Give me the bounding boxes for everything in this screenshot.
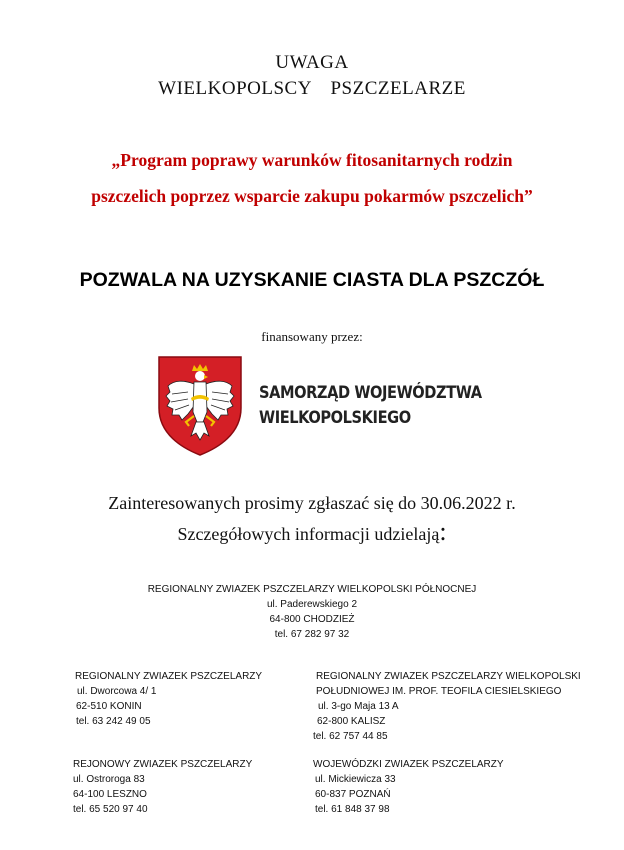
contact-phone: tel. 61 848 37 98 [315, 804, 390, 815]
contact-name-line-2: POŁUDNIOWEJ IM. PROF. TEOFILA CIESIELSKIEGO [316, 686, 562, 697]
deadline-notice: Zainteresowanych prosimy zgłaszać się do 30.06.2022 r. [108, 493, 516, 513]
contact-north [0, 582, 624, 642]
contact-name: REGIONALNY ZWIAZEK PSZCZELARZY [75, 671, 263, 682]
contact-phone: tel. 65 520 97 40 [73, 804, 148, 815]
contact-street: ul. Paderewskiego 2 [266, 599, 358, 610]
logo-text-line-1: SAMORZĄD WOJEWÓDZTWA [259, 383, 482, 403]
header-line-1: UWAGA [275, 52, 349, 73]
contact-name: WOJEWÓDZKI ZWIAZEK PSZCZELARZY [313, 759, 504, 770]
logo-text-line-2: WIELKOPOLSKIEGO [259, 408, 411, 428]
contact-konin [75, 669, 262, 729]
contact-city: 60-837 POZNAŃ [315, 789, 391, 800]
program-title-line-1: „Program poprawy warunków fitosanitarnych rodzin [111, 150, 513, 170]
contact-phone: tel. 63 242 49 05 [76, 716, 151, 727]
contact-name: REJONOWY ZWIAZEK PSZCZELARZY [73, 759, 253, 770]
financed-by-label: finansowany przez: [261, 329, 363, 344]
info-notice-text: Szczegółowych informacji udzielają [177, 524, 440, 544]
contact-phone: tel. 62 757 44 85 [313, 731, 388, 742]
contact-street: ul. Ostroroga 83 [73, 774, 145, 785]
contact-street: ul. Dworcowa 4/ 1 [77, 686, 157, 697]
headline: POZWALA NA UZYSKANIE CIASTA DLA PSZCZÓŁ [79, 269, 545, 291]
contact-poznan [313, 757, 504, 817]
contact-city: 62-800 KALISZ [317, 716, 386, 727]
contact-street: ul. 3-go Maja 13 A [318, 701, 399, 712]
eagle-shield-icon [158, 356, 242, 456]
contact-city: 64-800 CHODZIEŻ [269, 614, 355, 625]
contact-city: 64-100 LESZNO [73, 789, 147, 800]
program-title-line-2: pszczelich poprzez wsparcie zakupu pokarmów pszczelich” [91, 186, 533, 206]
contact-name-line-1: REGIONALNY ZWIAZEK PSZCZELARZY WIELKOPOLSKI [316, 671, 581, 682]
contact-kalisz [313, 669, 581, 744]
contact-name: REGIONALNY ZWIAZEK PSZCZELARZY WIELKOPOLSKI PÓŁNOCNEJ [147, 584, 477, 595]
info-notice-colon: : [439, 517, 447, 546]
contact-city: 62-510 KONIN [76, 701, 142, 712]
contact-phone: tel. 67 282 97 32 [274, 629, 350, 640]
info-notice [0, 517, 624, 546]
contact-leszno [73, 757, 252, 817]
header-line-2: WIELKOPOLSCY PSZCZELARZE [158, 78, 466, 99]
contact-street: ul. Mickiewicza 33 [315, 774, 396, 785]
